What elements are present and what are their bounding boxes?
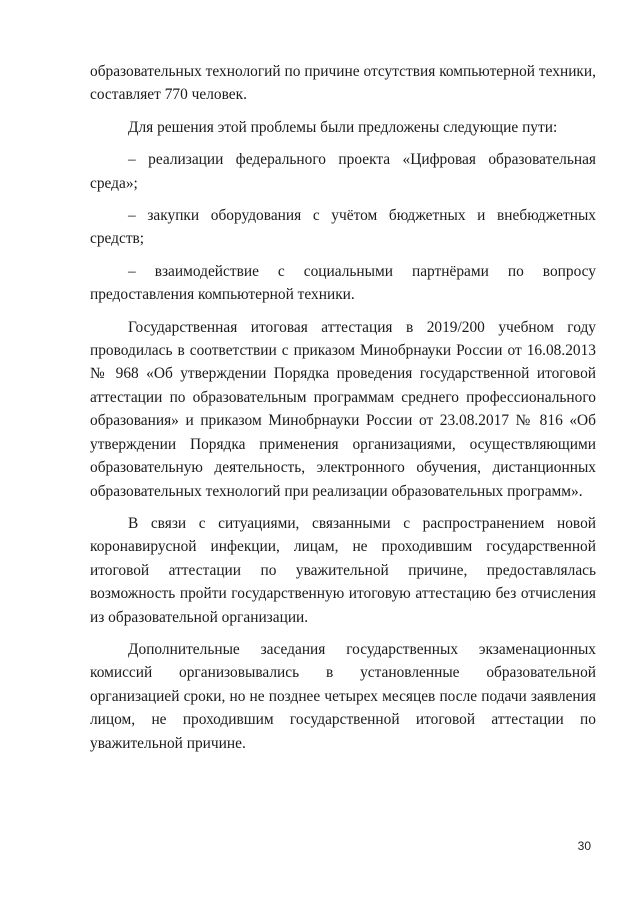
paragraph-solutions-intro: Для решения этой проблемы были предложены следующие пути: bbox=[128, 118, 558, 136]
paragraph-additional-sessions: Дополнительные заседания государственных экзаменационных комиссий организовывались в установленные образовательной организацией сроки, но не позднее четырех месяцев после подачи заявления лицом, не проходившим государственной итоговой аттестации по уважительной причине. bbox=[90, 640, 596, 752]
page-number: 30 bbox=[577, 839, 591, 853]
list-item-partners: – взаимодействие с социальными партнёрами по вопросу предоставления компьютерной техники. bbox=[90, 262, 596, 304]
paragraph-coronavirus: В связи с ситуациями, связанными с распространением новой коронавирусной инфекции, лицам, не проходившим государственной итоговой аттестации по уважительной причине, предоставлялась возможность пройти государственную итоговую аттестацию без отчисления из образовательной организации. bbox=[90, 514, 596, 626]
list-item-equipment-purchase: – закупки оборудования с учётом бюджетных и внебюджетных средств; bbox=[90, 207, 596, 248]
list-item-federal-project: – реализации федерального проекта «Цифровая образовательная среда»; bbox=[90, 151, 596, 192]
paragraph-attestation: Государственная итоговая аттестация в 2019/200 учебном году проводилась в соответствии с приказом Минобрнауки России от 16.08.2013 № 968 «Об утверждении Порядка проведения государственной итоговой аттестации по образовательным программам среднего профессионального образования» и приказом Минобрнауки России от 23.08.2017 № 816 «Об утверждении Порядка применения организациями, осуществляющими образовательную деятельность, электронного обучения, дистанционных образовательных технологий при реализации образовательных программ». bbox=[90, 318, 596, 500]
page-body bbox=[90, 60, 596, 764]
paragraph-continuation: образовательных технологий по причине отсутствия компьютерной техники, составляет 770 человек. bbox=[90, 63, 596, 104]
